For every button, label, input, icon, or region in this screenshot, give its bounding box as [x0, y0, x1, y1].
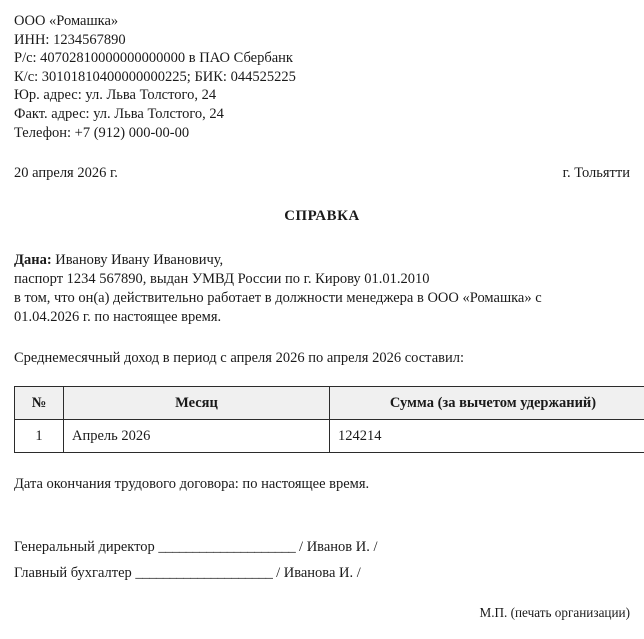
employment-line-1: в том, что он(а) действительно работает в должности менеджера в ООО «Ромашка» с — [14, 290, 542, 307]
certificate-body — [14, 251, 630, 327]
date-and-city-bar — [14, 164, 630, 182]
income-intro-line: Среднемесячный доход в период с апреля 2026 по апреля 2026 составил: — [14, 350, 464, 367]
company-legal-address: Юр. адрес: ул. Льва Толстого, 24 — [14, 87, 217, 104]
signature-name-accountant: / Иванова И. / — [276, 565, 361, 582]
recipient-line — [14, 251, 630, 270]
given-label: Дана: — [14, 252, 52, 269]
company-requisites-block — [14, 12, 630, 142]
contract-end-line: Дата окончания трудового договора: по настоящее время. — [14, 476, 370, 493]
cell-row-number: 1 — [15, 420, 64, 453]
table-header-row — [15, 387, 644, 420]
table-header-month: Месяц — [64, 387, 330, 420]
signature-row-accountant — [14, 560, 630, 586]
document-date: 20 апреля 2026 г. — [14, 165, 118, 182]
cell-amount: 124214 — [330, 420, 644, 453]
income-table-body — [15, 420, 644, 453]
page-title: СПРАВКА — [284, 208, 360, 225]
cell-month: Апрель 2026 — [64, 420, 330, 453]
stamp-note: М.П. (печать организации) — [479, 605, 630, 620]
company-inn: ИНН: 1234567890 — [14, 31, 126, 48]
signature-row-director — [14, 534, 630, 560]
signature-role-director: Генеральный директор — [14, 539, 155, 556]
company-settlement-account: Р/с: 40702810000000000000 в ПАО Сбербанк — [14, 50, 293, 67]
company-actual-address: Факт. адрес: ул. Льва Толстого, 24 — [14, 105, 224, 122]
employment-line-2: 01.04.2026 г. по настоящее время. — [14, 309, 222, 326]
signature-role-accountant: Главный бухгалтер — [14, 565, 132, 582]
recipient-name: Иванову Ивану Ивановичу, — [55, 252, 224, 269]
table-row — [15, 420, 644, 453]
signature-rule-director: ____________________ — [158, 539, 296, 556]
company-phone: Телефон: +7 (912) 000-00-00 — [14, 124, 190, 141]
document-city: г. Тольятти — [562, 165, 630, 182]
passport-line: паспорт 1234 567890, выдан УМВД России по г. Кирову 01.01.2010 — [14, 271, 430, 288]
table-header-amount: Сумма (за вычетом удержаний) — [330, 387, 644, 420]
income-table — [14, 386, 644, 453]
signature-name-director: / Иванов И. / — [299, 539, 378, 556]
signatures-block — [14, 534, 630, 586]
income-table-head — [15, 387, 644, 420]
table-header-number: № — [15, 387, 64, 420]
signature-rule-accountant: ____________________ — [135, 565, 273, 582]
company-name: ООО «Ромашка» — [14, 13, 119, 29]
company-correspondent-account: К/с: 30101810400000000225; БИК: 044525225 — [14, 68, 296, 85]
